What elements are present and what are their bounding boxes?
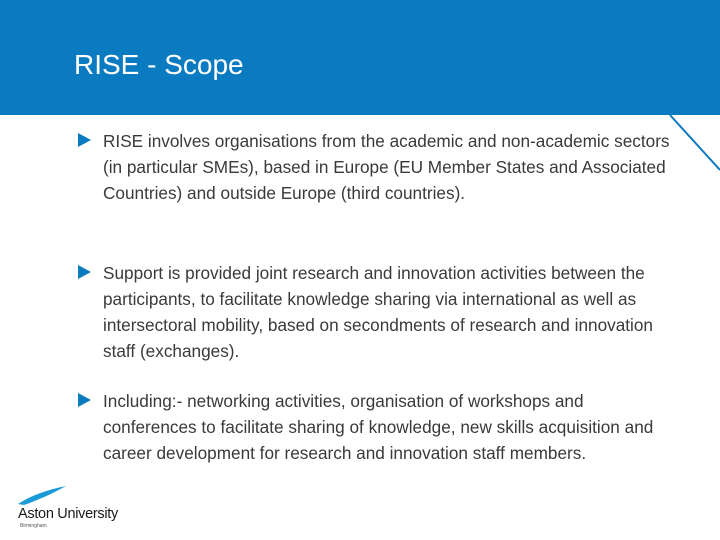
logo-name: Aston University: [18, 506, 118, 522]
logo-subtext: Birmingham: [20, 523, 47, 529]
bullet-item: [78, 260, 678, 364]
slide-title: RISE - Scope: [74, 49, 244, 80]
bullet-item: [78, 388, 678, 466]
triangle-bullet-icon: [78, 393, 91, 407]
bullet-text: RISE involves organisations from the academic and non-academic sectors (in particular SMEs), based in Europe (EU Member States and Associated Countries) and outside Europe (third countries).: [103, 131, 670, 203]
aston-swoosh-icon: [16, 484, 68, 506]
slide-header: [0, 0, 720, 115]
bullet-text: Support is provided joint research and innovation activities between the participants, to facilitate knowledge sharing via international as well as intersectoral mobility, based on secondments of research and innovation staff (exchanges).: [103, 263, 653, 361]
aston-university-logo: [14, 484, 134, 534]
bullet-text: Including:- networking activities, organisation of workshops and conferences to facilitate sharing of knowledge, new skills acquisition and career development for research and innovation staff members.: [103, 391, 654, 463]
triangle-bullet-icon: [78, 133, 91, 147]
bullet-item: [78, 128, 678, 206]
triangle-bullet-icon: [78, 265, 91, 279]
